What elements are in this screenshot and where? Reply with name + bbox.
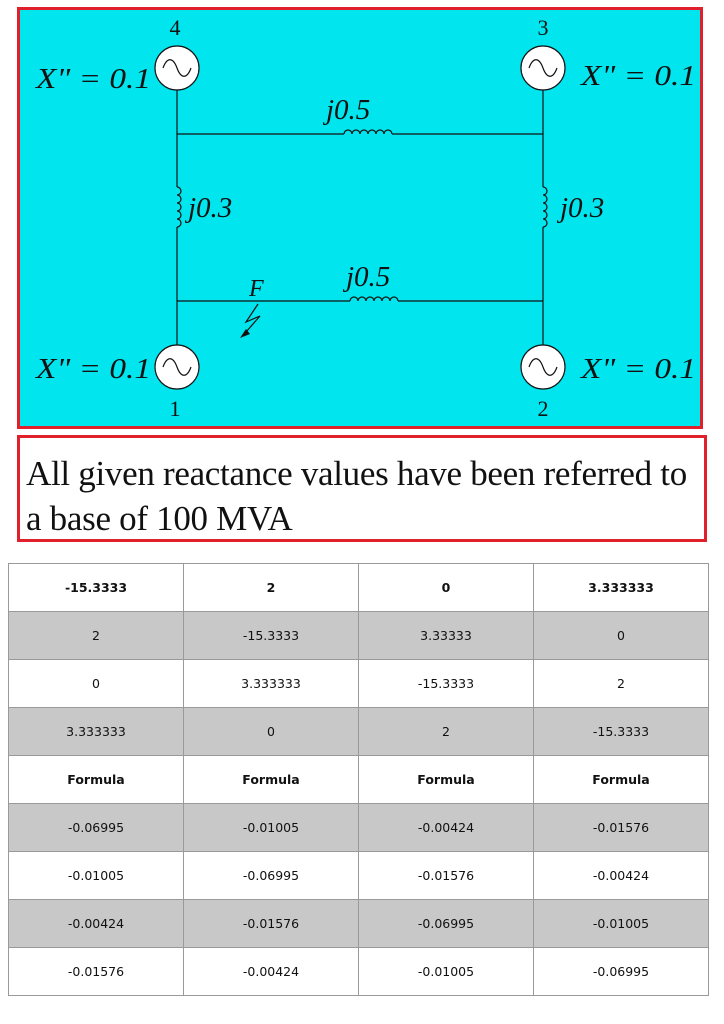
table-cell: 3.33333 <box>359 612 534 660</box>
table-cell: 3.333333 <box>184 660 359 708</box>
table-row <box>9 756 709 804</box>
fault-label: F <box>249 276 264 302</box>
table-row <box>9 708 709 756</box>
table-cell: 2 <box>9 612 184 660</box>
table-cell: Formula <box>9 756 184 804</box>
generator-4-icon <box>155 46 199 90</box>
fault-lightning-icon <box>240 304 260 338</box>
circuit-diagram <box>17 7 703 429</box>
table-cell: Formula <box>534 756 709 804</box>
generator-1-icon <box>155 345 199 389</box>
table-cell: -0.06995 <box>9 804 184 852</box>
impedance-label-3-2: j0.3 <box>560 192 605 224</box>
table-row <box>9 852 709 900</box>
table-cell: -0.01576 <box>534 804 709 852</box>
table-cell: -15.3333 <box>184 612 359 660</box>
table-row <box>9 900 709 948</box>
bus-number-1: 1 <box>169 396 181 421</box>
table-cell: -0.00424 <box>359 804 534 852</box>
bus-number-3: 3 <box>537 15 549 40</box>
table-cell: -0.01576 <box>9 948 184 996</box>
table-cell: -0.06995 <box>534 948 709 996</box>
reactance-label-2: X" = 0.1 <box>579 353 696 385</box>
table-row <box>9 564 709 612</box>
reactance-label-1: X" = 0.1 <box>34 353 151 385</box>
table-cell: -0.00424 <box>534 852 709 900</box>
reactance-label-3: X" = 0.1 <box>579 60 696 92</box>
base-note: All given reactance values have been referred to a base of 100 MVA <box>17 435 707 542</box>
table-row <box>9 948 709 996</box>
impedance-label-4-3: j0.5 <box>326 94 371 126</box>
table-cell: -0.00424 <box>184 948 359 996</box>
table-cell: 0 <box>534 612 709 660</box>
table-cell: -15.3333 <box>359 660 534 708</box>
table-cell: -0.01005 <box>359 948 534 996</box>
circuit-svg <box>20 10 700 426</box>
table-cell: Formula <box>184 756 359 804</box>
table-row <box>9 612 709 660</box>
impedance-label-1-2: j0.5 <box>346 261 391 293</box>
table-row <box>9 660 709 708</box>
generator-2-icon <box>521 345 565 389</box>
table-cell: 0 <box>359 564 534 612</box>
table-cell: -15.3333 <box>534 708 709 756</box>
table-cell: 2 <box>184 564 359 612</box>
line-4-1-inductor <box>173 187 182 227</box>
table-cell: -15.3333 <box>9 564 184 612</box>
line-3-2-inductor <box>539 187 548 227</box>
table-cell: -0.00424 <box>9 900 184 948</box>
table-cell: -0.01576 <box>359 852 534 900</box>
reactance-label-4: X" = 0.1 <box>34 63 151 95</box>
table-cell: -0.01005 <box>9 852 184 900</box>
generator-3-icon <box>521 46 565 90</box>
bus-number-2: 2 <box>537 396 549 421</box>
table-cell: -0.01005 <box>534 900 709 948</box>
line-1-2 <box>177 297 543 301</box>
table-cell: 0 <box>184 708 359 756</box>
table-cell: 2 <box>359 708 534 756</box>
table-row <box>9 804 709 852</box>
table-cell: 2 <box>534 660 709 708</box>
table-cell: -0.06995 <box>359 900 534 948</box>
table-cell: 3.333333 <box>534 564 709 612</box>
matrix-table <box>8 563 709 996</box>
table-cell: -0.01005 <box>184 804 359 852</box>
table-cell: 3.333333 <box>9 708 184 756</box>
table-cell: 0 <box>9 660 184 708</box>
table-cell: -0.06995 <box>184 852 359 900</box>
matrix-body <box>9 564 709 996</box>
line-4-3 <box>177 130 543 134</box>
table-cell: -0.01576 <box>184 900 359 948</box>
table-cell: Formula <box>359 756 534 804</box>
impedance-label-4-1: j0.3 <box>188 192 233 224</box>
bus-number-4: 4 <box>169 15 181 40</box>
